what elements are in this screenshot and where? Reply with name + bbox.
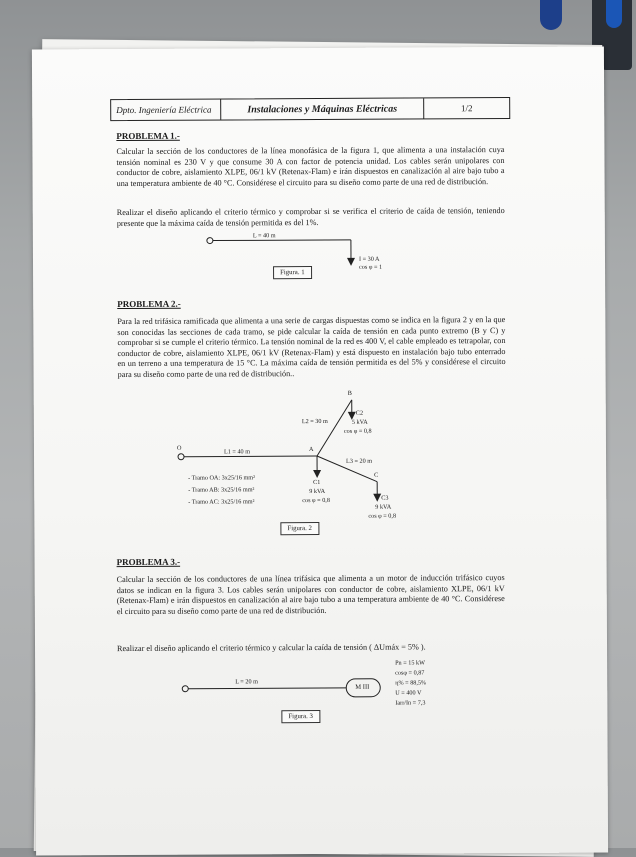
motor-spec-voltage: U = 400 V [395, 689, 421, 696]
load-c2-power: 5 kVA [352, 419, 368, 426]
figure-3-drawing [32, 47, 608, 856]
node-a-label: A [309, 446, 314, 453]
problem-1-title: PROBLEMA 1.- [116, 131, 180, 141]
load-c2-name: C2 [356, 410, 363, 417]
section-ab: - Tramo AB: 3x25/16 mm² [188, 486, 254, 493]
department-label: Dpto. Ingeniería Eléctrica [111, 100, 221, 121]
motor-spec-pn: Pn = 15 kW [395, 659, 425, 666]
problem-3-title: PROBLEMA 3.- [117, 557, 181, 567]
motor-symbol-label: M III [355, 684, 369, 691]
node-b-label: B [348, 390, 352, 397]
load-c1-power: 9 kVA [309, 488, 325, 495]
section-oa: - Tramo OA: 3x25/16 mm² [188, 474, 255, 481]
page-number: 1/2 [424, 98, 509, 118]
figure-3-caption: Figura. 3 [281, 710, 320, 723]
problem-1-statement: Calcular la sección de los conductores de la línea monofásica de la figura 1, que alimenta a una instalación cuya tensión nominal es 230 V y que consume 30 A con factor de potencia unidad. Los cables serán unipolares con conductor de cobre, aislamiento XLPE, 06/1 kV (Retenax-Flam) e irán dispuestos en canalización al aire bajo tubo a una temperatura ambiente de 40 °C. Considérese el circuito para su diseño como parte de una red de distribución. [116, 145, 504, 189]
problem-1-task: Realizar el diseño aplicando el criterio térmico y comprobar si se verifica el criterio de caída de tensión, teniendo presente que la máxima caída de tensión permitida es del 1%. [117, 206, 505, 229]
segment-l2-label: L2 = 30 m [302, 418, 328, 425]
load-c1-pf: cos φ = 0,8 [302, 497, 330, 504]
document-page [32, 47, 608, 856]
course-title: Instalaciones y Máquinas Eléctricas [221, 98, 424, 119]
figure-1-current: I = 30 A [359, 256, 380, 263]
motor-spec-efficiency: η% = 88,5% [395, 679, 426, 686]
problem-2-title: PROBLEMA 2.- [117, 299, 181, 309]
section-ac: - Tramo AC: 3x25/16 mm² [188, 498, 254, 505]
segment-l3-label: L3 = 20 m [346, 458, 372, 465]
pen-tip [606, 0, 622, 28]
figure-1-power-factor: cos φ = 1 [359, 264, 382, 271]
load-c1-name: C1 [313, 479, 320, 486]
node-c-label: C [374, 472, 378, 479]
motor-spec-start-ratio: Iarr/In = 7,3 [395, 699, 425, 706]
problem-2-statement: Para la red trifásica ramificada que alimenta a una serie de cargas dispuestas como se indica en la figura 2 y en la que son conocidas las secciones de cada tramo, se pide calcular la caída de tensión en cada punto extremo (B y C) y comprobar si se cumple el criterio térmico. La tensión nominal de la red es 400 V, el cable empleado es tetrapolar, con conductor de cobre, aislamiento XLPE, 06/1 kV (Retenax-Flam) y está dispuesto en instalación bajo tubo enterrado en un terreno a una temperatura de 15 °C. La máxima caída de tensión permitida es del 5% y considérese el circuito para su diseño como parte de una red de distribución.. [117, 315, 505, 381]
figure-1-caption: Figura. 1 [273, 266, 312, 279]
node-o-label: O [177, 445, 182, 452]
load-c2-pf: cos φ = 0,8 [344, 428, 372, 435]
problem-3-task: Realizar el diseño aplicando el criterio térmico y calcular la caída de tensión ( ΔUmáx = 5% ). [117, 642, 505, 655]
motor-spec-cosphi: cosφ = 0,87 [395, 669, 424, 676]
load-c3-name: C3 [381, 495, 388, 502]
pen-cap [540, 0, 562, 30]
load-c3-pf: cos φ = 0,8 [368, 513, 396, 520]
segment-l1-label: L1 = 40 m [224, 448, 250, 455]
figure-2-caption: Figura. 2 [280, 522, 319, 535]
problem-3-statement: Calcular la sección de los conductores de una línea trifásica que alimenta a un motor de inducción trifásico cuyos datos se indican en la figura 3. Los cables serán unipolares con conductor de cobre, aislamiento XLPE, 06/1 kV (Retenax-Flam) e irán dispuestos en canalización al aire bajo tubo a una temperatura ambiente de 40 °C. Considérese el circuito para su diseño como parte de una red de distribución. [117, 573, 505, 617]
figure-1-length: L = 40 m [253, 232, 276, 239]
load-c3-power: 9 kVA [375, 504, 391, 511]
figure-3-length: L = 20 m [235, 678, 258, 685]
